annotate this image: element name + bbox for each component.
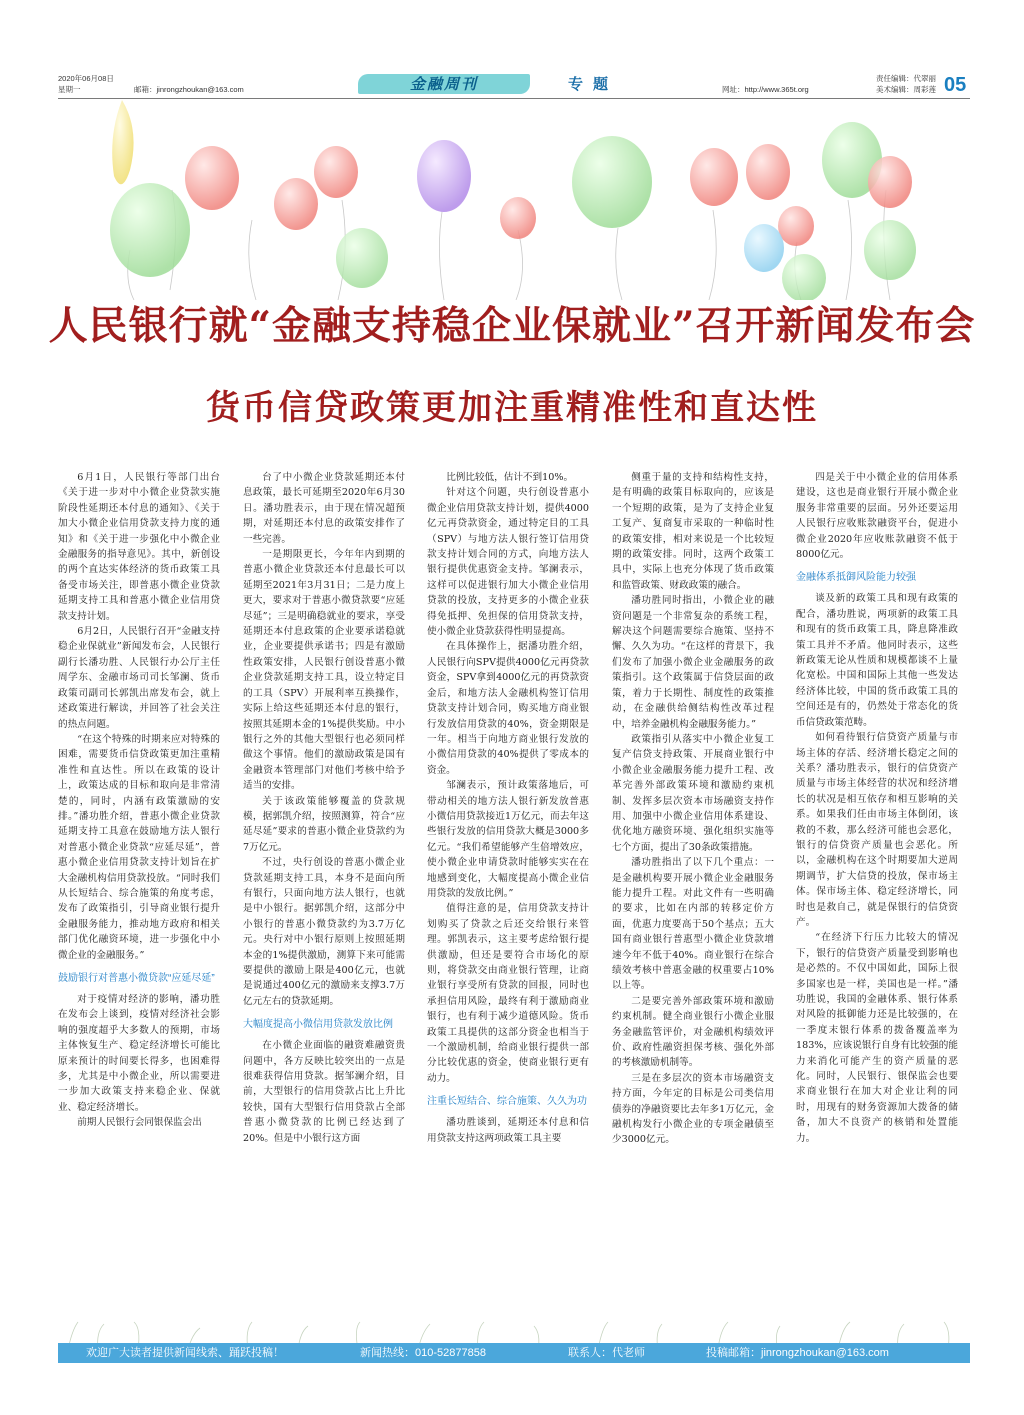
footer-email: 投稿邮箱：jinrongzhoukan@163.com — [706, 1347, 889, 1359]
issue-weekday: 星期一 — [58, 85, 81, 94]
header-rule — [58, 98, 970, 99]
paragraph: 台了中小微企业贷款延期还本付息政策，最长可延期至2020年6月30日。潘功胜表示，由于现在情况超预期，对延期还本付息的政策安排作了一些完善。 — [243, 472, 405, 545]
responsible-editor: 责任编辑：代翠丽 — [876, 74, 936, 83]
masthead: 金融周刊 — [358, 74, 530, 94]
paragraph: 值得注意的是，信用贷款支持计划购买了贷款之后还交给银行来管理。郭凯表示，这主要考虑给银行提供激励，但还是要符合市场化的原则，将贷款交由商业银行管理，让商业银行享受所有贷款的回报，同时也承担信用风险，最终有利于激励商业银行，也有利于减少道德风险。货币政策工具提供的这部分资金也相当于一个激励机制，给商业银行提供一部分比较优惠的资金，使商业银行更有动力。 — [427, 903, 589, 1084]
paragraph: 对于疫情对经济的影响，潘功胜在发布会上谈到，疫情对经济社会影响的强度超乎大多数人的预期，市场主体恢复生产、稳定经济增长可能比原来预计的时间要长得多，也困难得多，尤其是中小微企业，所以需要进一步加大政策支持来稳企业、保就业、稳定经济增长。 — [58, 994, 220, 1113]
paragraph: 针对这个问题，央行创设普惠小微企业信用贷款支持计划，提供4000亿元再贷款资金，通过特定目的工具（SPV）与地方法人银行签订信用贷款支持计划合同的方式，向地方法人银行提供优惠资金支持。邹澜表示，这样可以促进银行加大小微企业信用贷款的投放，支持更多的小微企业获得免抵押、免担保的信用贷款支持，使小微企业贷款获得性明显提高。 — [427, 487, 589, 638]
footer-bar — [58, 1343, 970, 1363]
header-email: 邮箱：jinrongzhoukan@163.com — [134, 85, 244, 94]
section-heading: 注重长短结合、综合施策、久久为功 — [427, 1096, 587, 1108]
paragraph: 四是关于中小微企业的信用体系建设，这也是商业银行开展小微企业服务非常重要的层面。另外还要运用人民银行应收账款融资平台，促进小微企业2020年应收账款融资不低于8000亿元。 — [796, 472, 958, 561]
balloon-illustration — [100, 100, 930, 300]
article-column-3 — [427, 470, 589, 1146]
main-headline: 人民银行就“金融支持稳企业保就业”召开新闻发布会 — [48, 303, 976, 349]
footer-contact: 联系人：代老师 — [568, 1347, 645, 1359]
paragraph: 前期人民银行会同银保监会出 — [77, 1117, 202, 1129]
paragraph: 在具体操作上，据潘功胜介绍，人民银行向SPV提供4000亿元再贷款资金，SPV拿到4000亿元的再贷款资金后，和地方法人金融机构签订信用贷款支持计划合同，购买地方商业银行发放信用贷款的40%，资金期限是一年。相当于向地方商业银行发放的小微信用贷款的40%提供了零成本的资金。 — [427, 641, 589, 776]
paragraph: 如何看待银行信贷资产质量与市场主体的存活、经济增长稳定之间的关系？潘功胜表示，银行的信贷资产质量与市场主体经营的状况和经济增长的状况是相互依存和相互影响的关系。如果我们任由市场主体倒闭，该救的不救，那么经济可能也会恶化，银行的信贷资产质量也会恶化。所以，金融机构在这个时期要加大逆周期调节，扩大信贷的投放，保市场主体。保市场主体、稳定经济增长，同时也是救自己，就是保银行的信贷资产。 — [796, 732, 958, 928]
paragraph: 邹澜表示，预计政策落地后，可带动相关的地方法人银行新发放普惠小微信用贷款接近1万亿元，而去年这些银行发放的信用贷款大概是3000多亿元。“我们希望能够产生倍增效应，使小微企业申请贷款时能够实实在在地感到变化，大幅度提高小微企业信用贷款的发放比例。” — [427, 780, 589, 899]
paragraph: 二是要完善外部政策环境和激励约束机制。健全商业银行小微企业服务金融监管评价，对金融机构绩效评价、政府性融资担保考核、强化外部的考核激励机制等。 — [612, 995, 774, 1069]
section-heading: 大幅度提高小微信用贷款发放比例 — [243, 1019, 393, 1031]
paragraph: 潘功胜指出了以下几个重点：一是金融机构要开展小微企业金融服务能力提升工程。对此文件有一些明确的要求，比如在内部的转移定价方面，优惠力度要高于50个基点；五大国有商业银行普惠型小微企业贷款增速今年不低于40%。商业银行在综合绩效考核中普惠金融的权重要占10%以上等。 — [612, 857, 774, 992]
article-column-1 — [58, 470, 220, 1131]
paragraph: 比例比较低，估计不到10%。 — [446, 472, 574, 483]
paragraph: “在这个特殊的时期来应对特殊的困难，需要货币信贷政策更加注重精准性和直达性。所以在政策的设计上，政策达成的目标和取向是非常清楚的，同时，内涵有政策激励的安排。”潘功胜介绍，普惠小微企业贷款延期支持工具意在鼓励地方法人银行对普惠小微企业贷款“应延尽延”，普惠小微企业信用贷款支持计划旨在扩大金融机构信用贷款投放。“同时我们从长短结合、综合施策的角度考虑，发布了政策指引，引导商业银行提升金融服务能力，推动地方政府和相关部门优化融资环境，进一步强化中小微企业的金融服务。” — [58, 733, 220, 961]
footer-hotline: 新闻热线：010-52877858 — [360, 1347, 486, 1359]
sub-headline: 货币信贷政策更加注重精准性和直达性 — [206, 388, 818, 428]
header-website: 网址：http://www.365t.org — [722, 85, 809, 94]
paragraph: 政策指引从落实中小微企业复工复产信贷支持政策、开展商业银行中小微企业金融服务能力提升工程、改革完善外部政策环境和激励约束机制、发挥多层次资本市场融资支持作用、加强中小微企业信用体系建设、优化地方融资环境、强化组织实施等七个方面，提出了30条政策措施。 — [612, 733, 774, 853]
paragraph: 6月1日，人民银行等部门出台《关于进一步对中小微企业贷款实施阶段性延期还本付息的通知》、《关于加大小微企业信用贷款支持力度的通知》和《关于进一步强化中小微企业金融服务的指导意见》。其中，新创设的两个直达实体经济的货币政策工具备受市场关注，即普惠小微企业贷款延期支持工具和普惠小微企业信用贷款支持计划。 — [58, 472, 220, 622]
article-column-2 — [243, 470, 405, 1146]
section-heading: 鼓励银行对普惠小微贷款“应延尽延” — [58, 973, 215, 984]
paragraph: 关于该政策能够覆盖的贷款规模，据郭凯介绍，按照测算，符合“应延尽延”要求的普惠小微企业贷款约为7万亿元。 — [243, 795, 405, 853]
paragraph: 三是在多层次的资本市场融资支持方面，今年定的目标是公司类信用债券的净融资要比去年多1万亿元，金融机构发行小微企业的专项金融债至少3000亿元。 — [612, 1072, 774, 1146]
balloon-image — [100, 100, 930, 300]
paragraph: 不过，央行创设的普惠小微企业贷款延期支持工具，本身不是面向所有银行，只面向地方法人银行，也就是中小银行。据郭凯介绍，这部分中小银行的普惠小微贷款约为3.7万亿元。央行对中小银行原则上按照延期本金的1%提供激励，测算下来可能需要提供的激励上限是400亿元，也就是说通过400亿元的激励来支撑3.7万亿元左右的贷款延期。 — [243, 857, 405, 1007]
paragraph: 一是期限更长，今年年内到期的普惠小微企业贷款还本付息最长可以延期至2021年3月31日；二是力度上更大，要求对于普惠小微贷款要“应延尽延”；三是明确稳就业的要求，享受延期还本付息政策的企业要承诺稳就业，企业要提供承诺书；四是有激励性政策安排，人民银行创设普惠小微企业贷款延期支持工具，设立特定目的工具（SPV）开展利率互换操作，实际上给这些延期还本付息的银行，按照其延期本金的1%提供奖励。中小银行之外的其他大型银行也必须同样做这个事情。他们的激励政策是国有金融资本管理部门对他们考核中给予适当的安排。 — [243, 549, 405, 792]
section-name: 专题 — [567, 75, 618, 93]
page-number: 05 — [944, 74, 967, 96]
paragraph: “在经济下行压力比较大的情况下，银行的信贷资产质量受到影响也是必然的。不仅中国如此，国际上很多国家也是一样，美国也是一样。”潘功胜说，我国的金融体系、银行体系对风险的抵御能力还是比较强的，在一季度末银行体系的拨备覆盖率为183%，应该说银行自身有比较强的能力来消化可能产生的资产质量的恶化。同时，人民银行、银保监会也要求商业银行在加大对企业让利的同时，用现有的财务资源加大拨备的储备，加大不良资产的核销和处置能力。 — [796, 932, 958, 1144]
page-header — [58, 74, 970, 102]
paragraph: 潘功胜谈到，延期还本付息和信用贷款支持这两项政策工具主要 — [427, 1117, 589, 1144]
paragraph: 侧重于量的支持和结构性支持，是有明确的政策目标取向的，应该是一个短期的政策，是为了支持企业复工复产、复商复市采取的一种临时性的政策安排，相对来说是一个比较短期的政策安排。同时，这两个政策工具中，实际上也充分体现了货币政策和监管政策、财政政策的融合。 — [612, 472, 774, 591]
footer-slogan: 欢迎广大读者提供新闻线索、踊跃投稿！ — [86, 1347, 284, 1359]
paragraph: 谈及新的政策工具和现有政策的配合，潘功胜说，两项新的政策工具和现有的货币政策工具，降息降准政策工具并不矛盾。他同时表示，这些新政策无论从性质和规模都谈不上量化宽松。中国和国际上其他一些发达经济体比较，中国的货币政策工具的空间还是有的，仍然处于常态化的货币信贷政策范畴。 — [796, 593, 958, 728]
issue-date: 2020年06月08日 — [58, 74, 114, 83]
art-editor: 美术编辑：周彩莲 — [876, 85, 936, 94]
paragraph: 潘功胜同时指出，小微企业的融资问题是一个非常复杂的系统工程，解决这个问题需要综合施策、坚持不懈、久久为功。“在这样的背景下，我们发布了加强小微企业金融服务的政策指引。这个政策属于信贷层面的政策，着力于长期性、制度性的政策推动，在金融供给侧结构性改革过程中，培养金融机构金融服务能力。” — [612, 595, 774, 730]
paragraph: 6月2日，人民银行召开“金融支持稳企业保就业”新闻发布会，人民银行副行长潘功胜、人民银行办公厅主任周学东、金融市场司司长邹澜、货币政策司副司长郭凯出席发布会，就上述政策进行解读，并回答了社会关注的热点问题。 — [58, 626, 220, 730]
section-heading: 金融体系抵御风险能力较强 — [796, 572, 916, 584]
paragraph: 在小微企业面临的融资难融资贵问题中，各方反映比较突出的一点是很难获得信用贷款。据邹澜介绍，目前，大型银行的信用贷款占比上升比较快，国有大型银行信用贷款占全部普惠小微贷款的比例已经达到了20%。但是中小银行这方面 — [243, 1040, 405, 1144]
article-column-4 — [612, 470, 774, 1148]
article-column-5 — [796, 470, 958, 1146]
